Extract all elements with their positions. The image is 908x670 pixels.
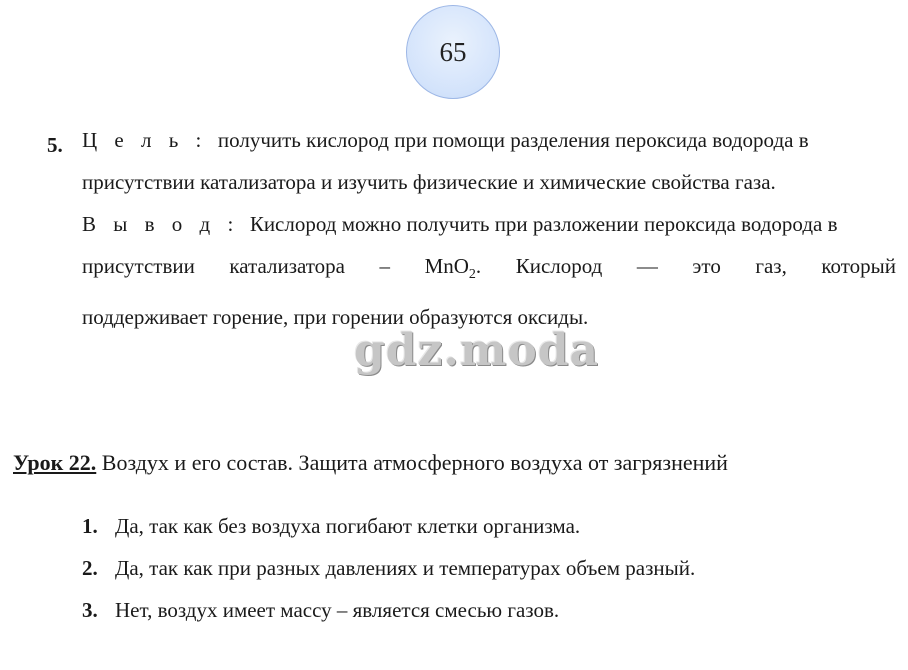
answer-number: 3. — [82, 598, 98, 622]
answer-number: 2. — [82, 556, 98, 580]
goal-text-1: получить кислород при помощи разделения пероксида водорода в — [217, 128, 809, 152]
conclusion-line-1 — [82, 203, 896, 245]
page-number: 65 — [439, 36, 467, 67]
lesson-heading — [13, 445, 728, 481]
answer-text: Да, так как при разных давлениях и температурах объем разный. — [115, 556, 696, 580]
task-number: 5. — [47, 133, 63, 157]
conclusion-text-2a: присутствии катализатора – MnO — [82, 254, 469, 278]
conclusion-text-2b: . Кислород — это газ, который — [475, 254, 896, 278]
goal-line-2: присутствии катализатора и изучить физические и химические свойства газа. — [82, 170, 776, 194]
goal-line-1 — [82, 119, 896, 161]
answer-number: 1. — [82, 514, 98, 538]
list-item — [82, 505, 695, 547]
conclusion-line-2 — [82, 245, 896, 296]
answer-text: Да, так как без воздуха погибают клетки организма. — [115, 514, 581, 538]
answer-text: Нет, воздух имеет массу – является смесью газов. — [115, 598, 560, 622]
conclusion-label: В ы в о д : — [82, 212, 240, 236]
watermark-logo: gdz.moda — [354, 325, 600, 376]
lesson-title: Воздух и его состав. Защита атмосферного воздуха от загрязнений — [101, 450, 728, 475]
list-item — [82, 589, 695, 631]
list-item — [82, 547, 695, 589]
page-number-badge — [406, 5, 500, 99]
lesson-label: Урок 22. — [13, 450, 97, 475]
conclusion-subscript: 2 — [468, 267, 476, 283]
conclusion-line-3: поддерживает горение, при горении образуются оксиды. — [82, 305, 589, 330]
task-5-text — [82, 119, 896, 338]
goal-label: Ц е л ь : — [82, 128, 208, 152]
answers-list — [82, 505, 695, 631]
conclusion-text-1: Кислород можно получить при разложении пероксида водорода в — [249, 212, 838, 236]
